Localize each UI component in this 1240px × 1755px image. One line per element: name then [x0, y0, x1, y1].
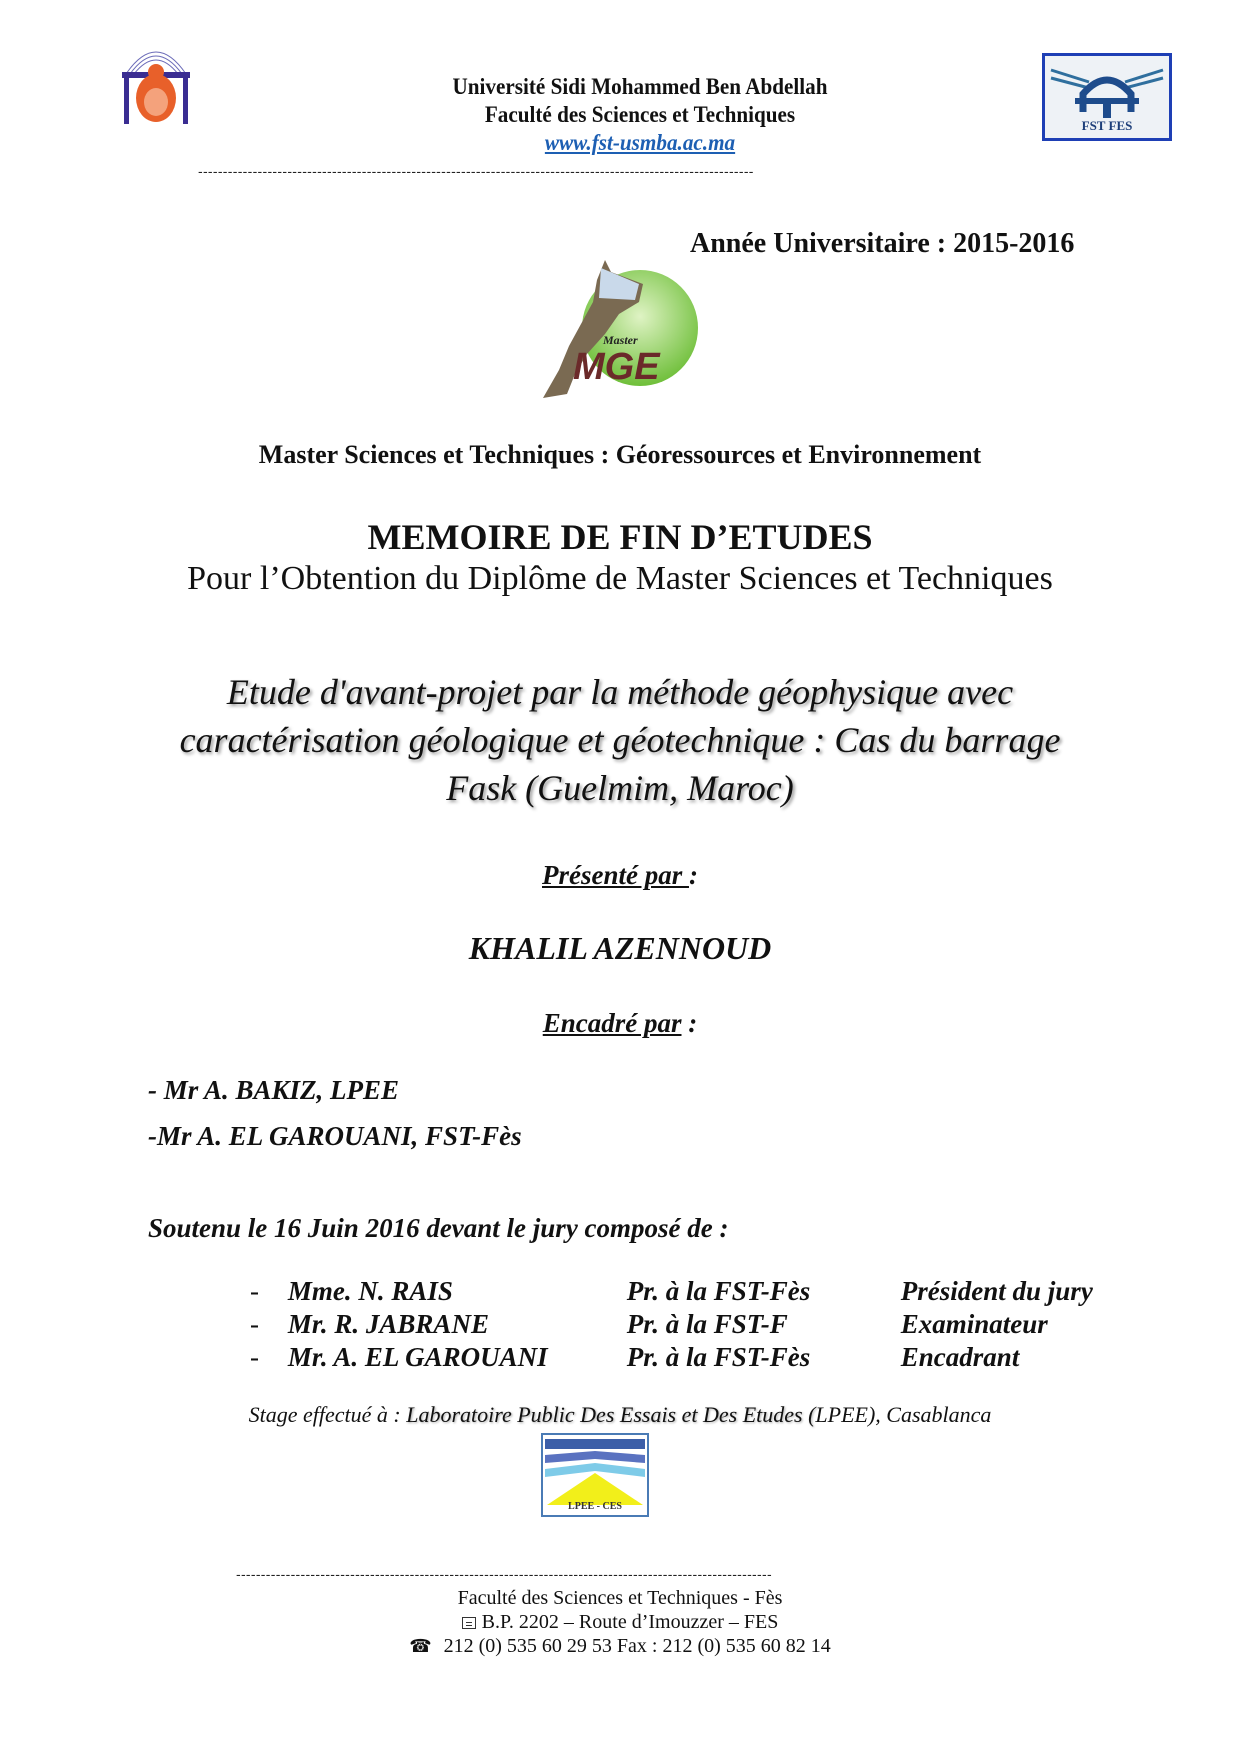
jury-member	[250, 1308, 1130, 1341]
jury-role: Encadrant	[900, 1342, 1020, 1372]
jury-bullet: -	[250, 1309, 259, 1339]
memoire-title: MEMOIRE DE FIN D’ETUDES	[367, 517, 873, 557]
jury-role: Examinateur	[900, 1309, 1048, 1339]
usmba-university-logo-icon	[118, 36, 194, 128]
thesis-title-line-1: Etude d'avant-projet par la méthode géophysique avec	[226, 672, 1014, 712]
defense-statement: Soutenu le 16 Juin 2016 devant le jury composé de :	[148, 1213, 729, 1243]
jury-member	[250, 1341, 1130, 1374]
thesis-title-line-3: Fask (Guelmim, Maroc)	[446, 768, 794, 808]
supervised-by-colon: :	[681, 1008, 698, 1038]
memoire-subtitle: Pour l’Obtention du Diplôme de Master Sciences et Techniques	[187, 560, 1053, 597]
jury-name: Mr. R. JABRANE	[287, 1309, 489, 1339]
mail-icon	[462, 1617, 476, 1629]
faculty-name: Faculté des Sciences et Techniques	[484, 102, 796, 127]
footer-faculty: Faculté des Sciences et Techniques - Fès	[457, 1587, 783, 1609]
website-line	[355, 128, 925, 157]
jury-bullet: -	[250, 1342, 259, 1372]
footer-phone-line	[0, 1634, 1240, 1658]
jury-bullet: -	[250, 1276, 259, 1306]
thesis-title-line-2: caractérisation géologique et géotechnique : Cas du barrage	[179, 720, 1061, 760]
fst-fes-logo	[1042, 53, 1172, 141]
jury-list	[250, 1275, 1130, 1374]
internship-lab: Laboratoire Public Des Essais et Des Etudes (	[406, 1402, 816, 1427]
jury-institution: Pr. à la FST-Fès	[626, 1342, 811, 1372]
mge-small-label: Master	[603, 333, 638, 347]
academic-year: Année Universitaire : 2015-2016	[690, 228, 1075, 259]
fst-fes-caption: FST FES	[1081, 118, 1133, 133]
supervised-by-label: Encadré par	[542, 1008, 682, 1038]
university-logo	[118, 36, 194, 128]
jury-name: Mr. A. EL GAROUANI	[287, 1342, 548, 1372]
thesis-title	[140, 668, 1100, 812]
presented-by-colon: :	[688, 860, 698, 890]
jury-name: Mme. N. RAIS	[287, 1276, 453, 1306]
footer-address-line	[0, 1610, 1240, 1634]
header-separator: ----------------------------------------------------------------------------------------------------------------	[198, 163, 754, 179]
master-mge-logo	[535, 258, 710, 408]
master-specialty: Master Sciences et Techniques : Géoressources et Environnement	[258, 440, 982, 469]
footer-separator: ------------------------------------------------------------------------------------------------------------	[236, 1566, 772, 1582]
internship-line	[0, 1402, 1240, 1428]
footer-address: B.P. 2202 – Route d’Imouzzer – FES	[481, 1611, 779, 1633]
jury-role: Président du jury	[900, 1276, 1093, 1306]
mge-big-label: MGE	[573, 346, 660, 388]
lpee-caption: LPEE - CES	[568, 1501, 622, 1512]
internship-prefix: Stage effectué à :	[248, 1402, 407, 1427]
footer-phone: 212 (0) 535 60 29 53 Fax : 212 (0) 535 60 82 14	[443, 1635, 831, 1657]
lpee-ces-logo	[541, 1433, 649, 1517]
supervisor-2: -Mr A. EL GAROUANI, FST-Fès	[148, 1121, 522, 1151]
supervisor-1: - Mr A. BAKIZ, LPEE	[148, 1075, 400, 1105]
student-name: KHALIL AZENNOUD	[468, 930, 772, 966]
jury-member	[250, 1275, 1130, 1308]
university-name: Université Sidi Mohammed Ben Abdellah	[452, 74, 828, 99]
presented-by-label: Présenté par	[542, 860, 689, 890]
website-link[interactable]: www.fst-usmba.ac.ma	[544, 130, 736, 155]
jury-institution: Pr. à la FST-F	[626, 1309, 788, 1339]
supervised-by-heading	[0, 1008, 1240, 1039]
phone-icon: ☎	[409, 1636, 432, 1656]
internship-suffix: LPEE), Casablanca	[815, 1402, 992, 1427]
presented-by-heading	[0, 860, 1240, 891]
jury-institution: Pr. à la FST-Fès	[626, 1276, 811, 1306]
